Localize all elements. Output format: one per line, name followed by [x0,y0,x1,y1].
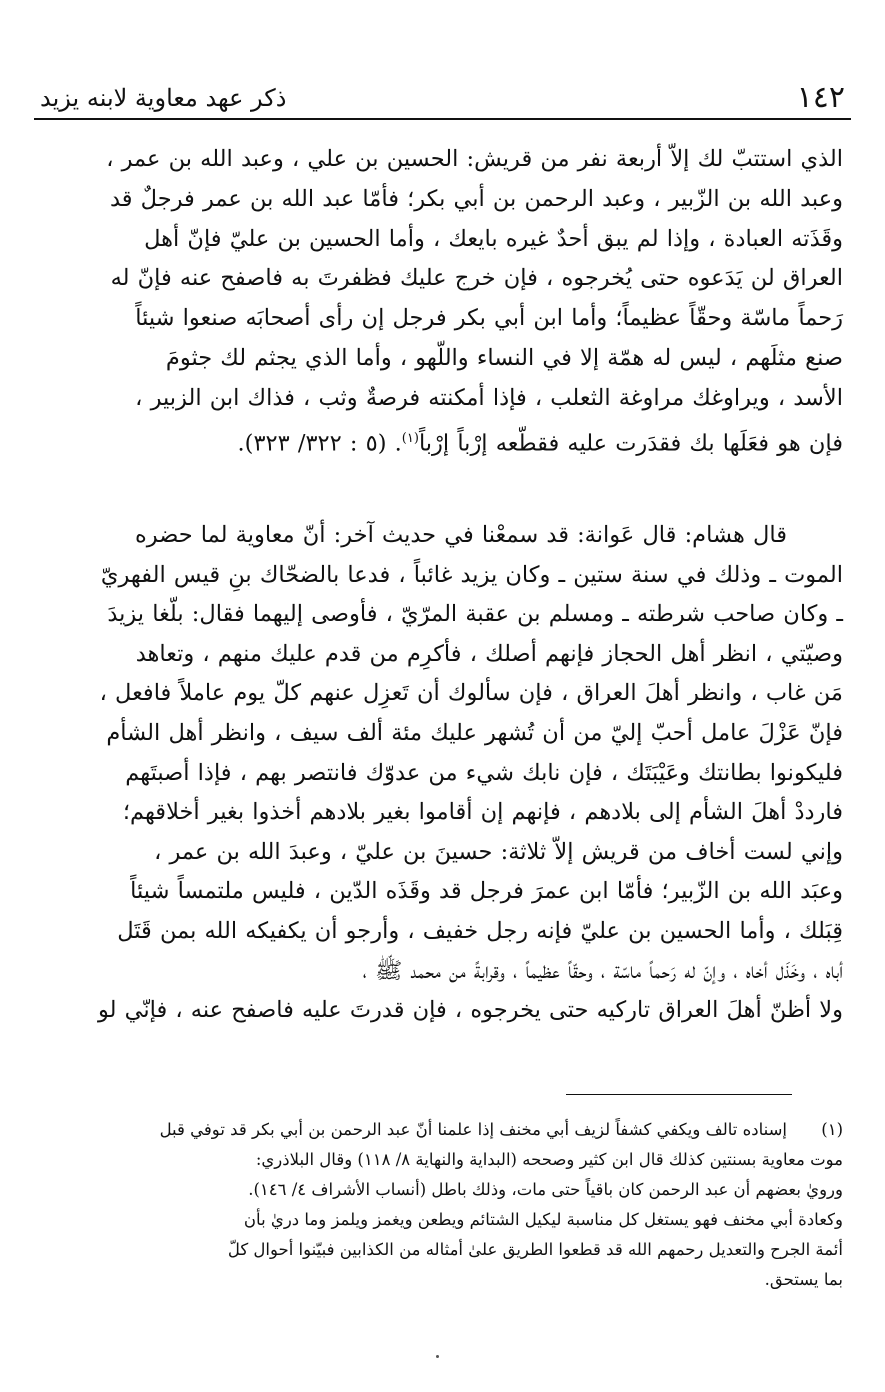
paragraph-line: الموت ـ وذلك في سنة ستين ـ وكان يزيد غائباً ، فدعا بالضحّاك بنِ قيس الفهريّ [100,561,843,588]
paragraph-last-line [42,419,843,464]
paragraph-line: وإني لست أخاف من قريش إلاّ ثلاثة: حسينَ بن عليّ ، وعبدَ الله بن عمر ، [154,838,843,865]
paragraph-line: وعبد الله بن الزّبير ، وعبد الرحمن بن أبي بكر؛ فأمّا عبد الله بن عمر فرجلٌ قد [109,185,843,212]
paragraph-line: فإنّ عَزْلَ عامل أحبّ إليّ من أن تُشهر عليك مئة ألف سيف ، وانظر أهل الشأم [106,719,843,746]
footnote-line: ورويٰ بعضهم أن عبد الرحمن كان باقياً حتى مات، وذلك باطل (أنساب الأشراف ٤/ ١٤٦). [248,1180,843,1199]
paragraph-line: فليكونوا بطانتك وعَيْبَتَك ، فإن نابك شيء من عدوّك فانتصر بهم ، فإذا أصبتَهم [125,759,843,786]
paragraph-line: قال هشام: قال عَوانة: قد سمعْنا في حديث آخر: أنّ معاوية لما حضره [135,522,787,548]
footnote [42,1115,843,1295]
paragraph-last-line-text: فإن هو فعَلَها بك فقدَرت عليه فقطّعه إرْباً إرْباً [418,430,843,457]
paragraph-line: ولا أظنّ أهلَ العراق تاركيه حتى يخرجوه ، فإن قدرتَ عليه فاصفح عنه ، فإنّي لو [97,997,843,1024]
footnote-line: إسناده تالف ويكفي كشفاً لزيف أبي مخنف إذا علمنا أنّ عبد الرحمن بن أبي بكر قد توفي قبل [159,1120,787,1139]
paragraph-line: مَن غاب ، وانظر أهلَ العراق ، فإن سألوك أن تَعزِل عنهم كلّ يوم عاملاً فافعل ، [99,680,843,707]
running-title: ذكر عهد معاوية لابنه يزيد [40,84,287,112]
footnote-number: (١) [821,1120,843,1139]
page-number: ١٤٢ [796,80,845,115]
paragraph-line: العراق لن يَدَعوه حتى يُخرجوه ، فإن خرج عليك فظفرتَ به فاصفح عنه فإنّ له [110,265,843,292]
header-rule [34,118,851,120]
page-mark [436,1355,439,1358]
paragraph-line: وعبَد الله بن الزّبير؛ فأمّا ابن عمرَ فرجل قد وقَذَه الدّين ، فليس ملتمساً شيئاً [130,878,843,905]
footnote-rule [566,1094,792,1095]
paragraph-line: رَحماً ماسّة وحقّاً عظيماً؛ وأما ابن أبي بكر فرجل إن رأى أصحابَه صنعوا شيئاً [135,305,843,332]
footnote-line: وكعادة أبي مخنف فهو يستغل كل مناسبة ليكيل الشتائم ويطعن ويغمز ويلمز وما دريٰ بأن [243,1210,843,1229]
paragraph-1 [42,140,843,464]
footnote-line: بما يستحق. [764,1270,843,1289]
paragraph-line: وقَذَته العبادة ، وإذا لم يبق أحدٌ غيره بايعك ، وأما الحسين بن عليّ فإنّ أهل [144,225,843,252]
paragraph-line: الذي استتبّ لك إلاّ أربعة نفر من قريش: الحسين بن علي ، وعبد الله بن عمر ، [106,146,843,172]
page-header [40,68,845,118]
paragraph-line: الأسد ، ويراوغك مراوغة الثعلب ، فإذا أمكنته فرصةٌ وثب ، فذاك ابن الزبير ، [135,384,843,411]
paragraph-line: قِبَلك ، وأما الحسين بن عليّ فإنه رجل خفيف ، وأرجو أن يكفيكه الله بمن قَتَل [117,917,843,944]
paragraph-line: أباه ، وخَذَل أخاه ، وإنّ له رَحماً ماسّة ، وحقّاً عظيماً ، وقرابةً من محمد ﷺ ، [362,957,843,984]
footnote-reference: (١) [401,430,419,446]
paragraph-line: ـ وكان صاحب شرطته ـ ومسلم بن عقبة المرّيّ ، فأوصى إليهما فقال: بلّغا يزيدَ [107,601,843,628]
paragraph-line: وصيّتي ، انظر أهل الحجاز فإنهم أصلك ، فأكرِم من قدم عليك منهم ، وتعاهد [135,640,843,667]
footnote-line: موت معاوية بسنتين كذلك قال ابن كثير وصححه (البداية والنهاية ٨/ ١١٨) وقال البلاذري: [255,1150,843,1169]
paragraph-2 [42,516,843,1031]
paragraph-line: صنع مثلَهم ، ليس له همّة إلا في النساء واللّهو ، وأما الذي يجثم لك جثومَ [165,344,843,371]
footnote-body [42,1115,843,1295]
footnote-line: أئمة الجرح والتعديل رحمهم الله قد قطعوا الطريق علىٰ أمثاله من الكذابين فبيّنوا أحوال كلّ [227,1240,843,1259]
paragraph-line: فارددْ أهلَ الشأم إلى بلادهم ، فإنهم إن أقاموا بغير بلادهم أخذوا بغير أخلاقهم؛ [122,799,843,826]
source-citation: . (٥ : ٣٢٢/ ٣٢٣). [237,430,402,457]
